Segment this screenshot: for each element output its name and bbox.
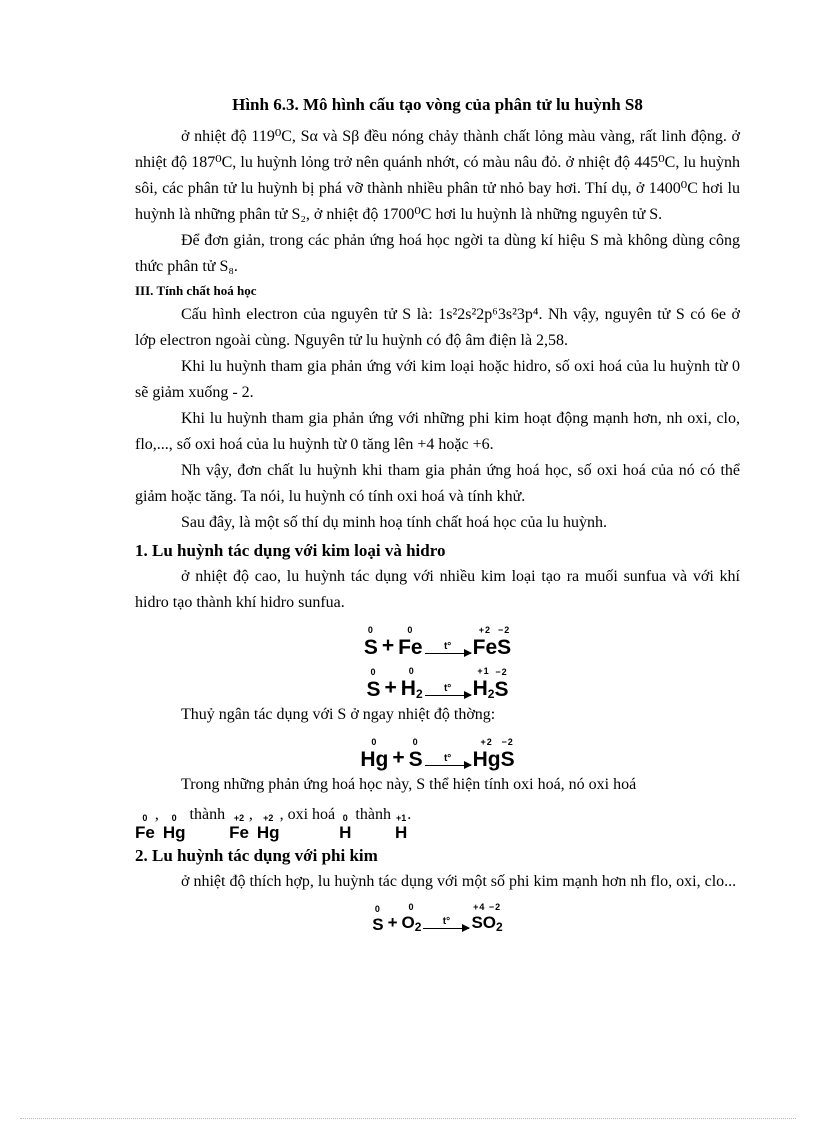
fe-plus2: +2 Fe — [229, 813, 249, 842]
equation-hg-s — [135, 730, 740, 770]
paragraph-high-temp: ở nhiệt độ cao, lu huỳnh tác dụng với nhiều kim loại tạo ra muối sunfua và với khí hidro tạo thành khí hidro sunfua. — [135, 568, 740, 611]
reaction-arrow-icon: t° — [425, 754, 471, 766]
eq4-product1: +4 −2 $SO_2$ — [471, 902, 503, 934]
fe-0: 0 Fe — [135, 813, 155, 842]
equation-s-o2 — [135, 897, 740, 933]
period: . — [407, 806, 412, 823]
eq4-reactant1: 0 S — [372, 904, 384, 934]
eq4-reactant2: 0 $O_2$ — [401, 902, 422, 934]
paragraph-oxidation-increase: Khi lu huỳnh tham gia phản ứng với những phi kim hoạt động mạnh hơn, nh oxi, clo, flo,..., số oxi hoá của lu huỳnh từ 0 tăng lên +4 hoặc +6. — [135, 410, 740, 453]
h-plus1: +1 H — [394, 813, 408, 842]
word-thanh: thành — [355, 806, 391, 823]
eq1-product2: −2 S — [497, 625, 512, 659]
reaction-arrow-icon: t° — [425, 684, 471, 696]
oxidation-line — [135, 798, 740, 841]
paragraph-examples-intro: Sau đây, là một số thí dụ minh hoạ tính chất hoá học của lu huỳnh. — [181, 514, 607, 531]
equation-s-fe — [135, 618, 740, 658]
paragraph-summary: Nh vậy, đơn chất lu huỳnh khi tham gia phản ứng hoá học, số oxi hoá của nó có thể giảm hoặc tăng. Ta nói, lu huỳnh có tính oxi hoá và tính khử. — [135, 462, 740, 505]
comma: , — [154, 806, 159, 823]
word-oxi-hoa: , oxi hoá — [279, 806, 336, 823]
section-chemical-properties: III. Tính chất hoá học — [135, 283, 257, 298]
eq2-reactant2: 0 $H_2$ — [400, 666, 423, 701]
eq1-product1: +2 Fe — [472, 625, 498, 659]
paragraph-nonmetals: ở nhiệt độ thích hợp, lu huỳnh tác dụng với một số phi kim mạnh hơn nh flo, oxi, clo... — [181, 873, 737, 890]
eq2-product2: −2 S — [494, 667, 509, 701]
paragraph-oxidation-decrease: Khi lu huỳnh tham gia phản ứng với kim loại hoặc hidro, số oxi hoá của lu huỳnh từ 0 sẽ giảm xuống - 2. — [135, 358, 740, 401]
figure-caption: Hình 6.3. Mô hình cấu tạo vòng của phân tử lu huỳnh S8 — [232, 95, 643, 114]
reaction-arrow-icon: t° — [423, 917, 469, 929]
eq3-product1: +2 Hg — [472, 737, 501, 771]
heading-metals-hydrogen: 1. Lu huỳnh tác dụng với kim loại và hidro — [135, 541, 446, 560]
equation-s-h2 — [135, 660, 740, 700]
page-bottom-border — [20, 1118, 796, 1119]
paragraph-symbol: Để đơn giản, trong các phản ứng hoá học ngời ta dùng kí hiệu S mà không dùng công thức phân tử S₈. — [135, 232, 740, 275]
paragraph-mercury: Thuỷ ngân tác dụng với S ở ngay nhiệt độ thờng: — [181, 706, 496, 723]
eq2-product1: +1 $H_2$ — [472, 666, 495, 701]
eq3-plus: + — [392, 746, 405, 769]
eq3-reactant2: 0 S — [408, 737, 423, 771]
eq4-plus: + — [387, 913, 398, 932]
eq1-reactant1: 0 S — [363, 625, 378, 659]
hg-plus2: +2 Hg — [256, 813, 280, 842]
eq3-product2: −2 S — [500, 737, 515, 771]
eq1-reactant2: 0 Fe — [398, 625, 423, 659]
reaction-arrow-icon: t° — [425, 642, 471, 654]
eq1-plus: + — [381, 634, 395, 657]
word-thanh: thành — [189, 806, 226, 823]
h-0: 0 H — [339, 813, 352, 842]
comma: , — [248, 806, 253, 823]
paragraph-melting: ở nhiệt độ 119⁰C, Sα và Sβ đều nóng chảy thành chất lỏng màu vàng, rất linh động. ở nhiệt độ 187⁰C, lu huỳnh lỏng trở nên quánh nhớt, có màu nâu đỏ. ở nhiệt độ 445⁰C, lu huỳnh sôi, các phân tử lu huỳnh bị phá vỡ thành nhiều phân tử nhỏ bay hơi. Thí dụ, ở 1400⁰C hơi lu huỳnh là những phân tử S₂, ở nhiệt độ 1700⁰C hơi lu huỳnh là những nguyên tử S. — [135, 128, 740, 223]
eq3-reactant1: 0 Hg — [360, 737, 389, 771]
paragraph-electron-config: Cấu hình electron của nguyên tử S là: 1s²2s²2p⁶3s²3p⁴. Nh vậy, nguyên tử S có 6e ở lớp electron ngoài cùng. Nguyên tử lu huỳnh có độ âm điện là 2,58. — [135, 306, 740, 349]
document-page — [135, 92, 740, 935]
heading-nonmetals: 2. Lu huỳnh tác dụng với phi kim — [135, 846, 378, 865]
hg-0: 0 Hg — [162, 813, 186, 842]
eq2-reactant1: 0 S — [366, 667, 381, 701]
paragraph-oxidizes: Trong những phản ứng hoá học này, S thể hiện tính oxi hoá, nó oxi hoá — [181, 776, 637, 793]
eq2-plus: + — [384, 676, 397, 699]
